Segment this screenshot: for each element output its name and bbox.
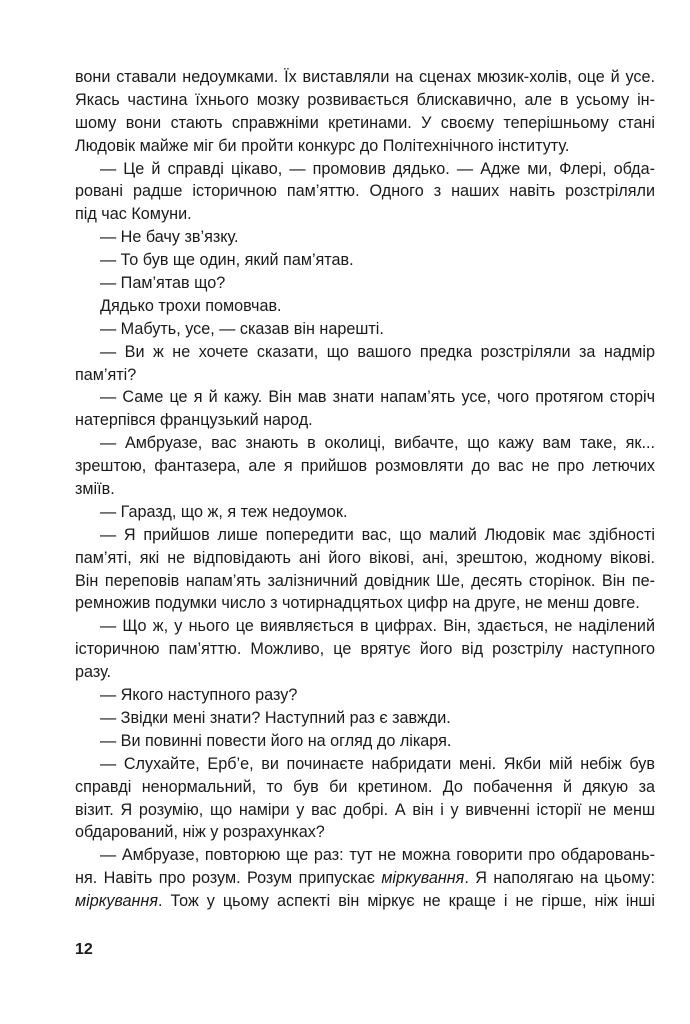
text-line: — Ви повинні повести його на огляд до лікаря. [100, 731, 452, 750]
text-line: шому вони стають справжніми кретинами. У своєму теперішньому стані [75, 113, 655, 132]
text-line: візит. Я розумію, що наміри у вас добрі. А він і у вивченні історії не менш [75, 800, 655, 819]
text-line: Він переповів напам’ять залізничний довідник Ше, десять сторінок. Він пе- [75, 571, 655, 590]
text-line: — Гаразд, що ж, я теж недоумок. [100, 502, 348, 521]
text-line: міркування. Тож у цьому аспекті він міркує не краще і не гірше, ніж інші [75, 892, 655, 911]
text-line: ремножив подумки число з чотирнадцятьох цифр на друге, не менш довге. [75, 594, 640, 613]
emphasis: міркування [75, 892, 158, 911]
text-line: — Мабуть, усе, — сказав він нарешті. [100, 319, 384, 338]
text-line: натерпівся французький народ. [75, 411, 313, 430]
page-number: 12 [75, 941, 93, 958]
text-line: — Що ж, у нього це виявляється в цифрах. Він, здається, не наділений [100, 617, 655, 636]
text-line: пам’яті? [75, 365, 137, 384]
text-line: під час Комуни. [75, 205, 192, 224]
text-line: — Амбруазе, повторюю ще раз: тут не можна говорити про обдаровань- [100, 846, 655, 865]
text-line: — Амбруазе, вас знають в околиці, вибачте, що кажу вам таке, як... [100, 434, 655, 453]
text-line: Якась частина їхнього мозку розвивається блискавично, але в усьому ін- [75, 90, 655, 109]
text-line: історичною пам’яттю. Можливо, це врятує його від розстрілу наступного [75, 640, 655, 659]
text-line: вони ставали недоумками. Їх виставляли на сценах мюзик-холів, оце й усе. [75, 68, 655, 86]
text-line: обдарований, ніж у розрахунках? [75, 823, 325, 842]
text-line: зрештою, фантазера, але я прийшов розмовляти до вас не про летючих [75, 457, 655, 476]
text-line: — Якого наступного разу? [100, 686, 298, 705]
text-line: пам’яті, які не відповідають ані його вікові, ані, зрештою, жодному вікові. [75, 548, 655, 567]
text-line: — Я прийшов лише попередити вас, що малий Людовік має здібності [100, 525, 655, 544]
text-line: — Саме це я й кажу. Він мав знати напам’ять усе, чого протягом сторіч [100, 388, 655, 407]
text-line: — То був ще один, який пам’ятав. [100, 251, 354, 270]
text-line: — Ви ж не хочете сказати, що вашого предка розстріляли за надмір [100, 342, 655, 361]
body-text [75, 66, 655, 913]
text-line: Дядько трохи помовчав. [100, 296, 282, 315]
text-line: зміїв. [75, 480, 115, 499]
text-line: — Слухайте, Ерб’е, ви починаєте набридати мені. Якби мій небіж був [100, 754, 655, 773]
text-line: — Звідки мені знати? Наступний раз є завжди. [100, 708, 451, 727]
text-line: — Пам’ятав що? [100, 274, 226, 293]
text-line: справді ненормальний, то був би кретином. До побачення й дякую за [75, 777, 655, 796]
text-line: Людовік майже міг би пройти конкурс до Політехнічного інституту. [75, 136, 570, 155]
text-line: ровані радше історичною пам’яттю. Одного з наших навіть розстріляли [75, 182, 655, 201]
text-line: ня. Навіть про розум. Розум припускає міркування. Я наполягаю на цьому: [75, 869, 655, 888]
emphasis: міркування [381, 869, 465, 888]
text-line: разу. [75, 663, 112, 682]
text-line: — Це й справді цікаво, — промовив дядько. — Адже ми, Флері, обда- [100, 159, 655, 178]
text-line: — Не бачу зв’язку. [100, 228, 239, 247]
